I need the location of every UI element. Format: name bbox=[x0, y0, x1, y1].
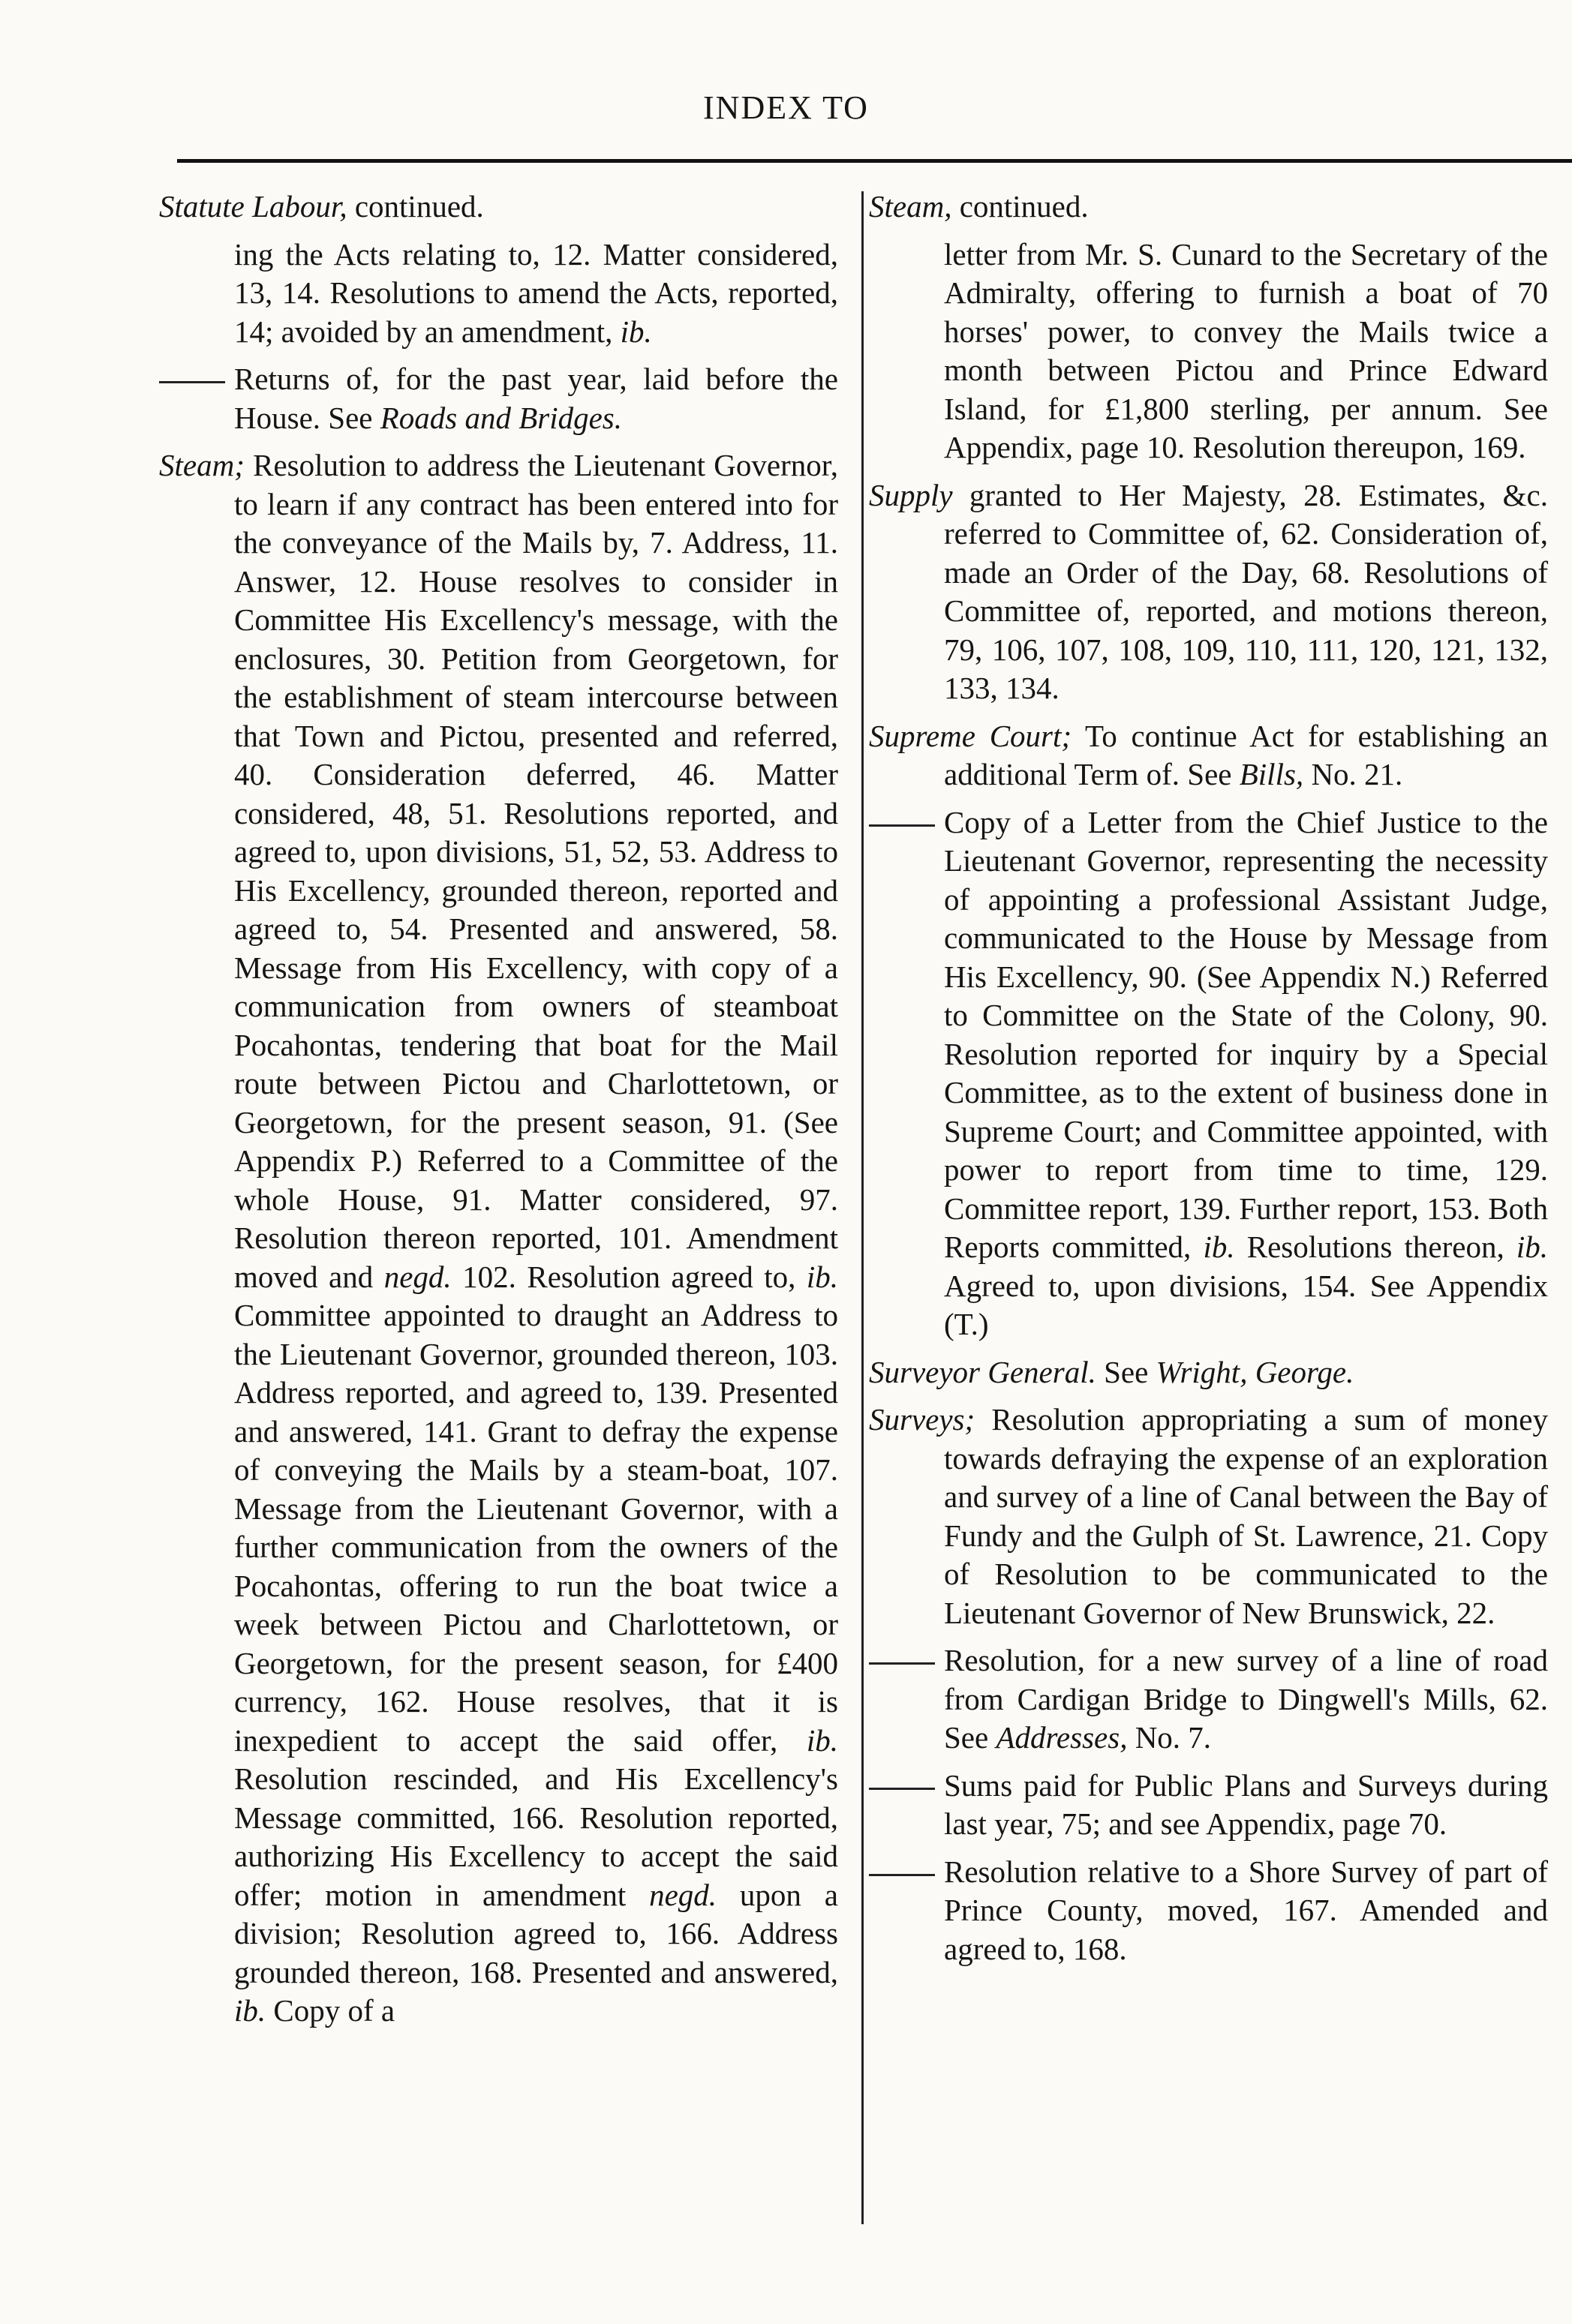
ib-ref: ib. bbox=[806, 1722, 838, 1758]
ib-ref: ib. bbox=[1516, 1230, 1548, 1264]
entry-text: 102. Resolution agreed to, bbox=[451, 1259, 807, 1294]
entry-text: Committee appointed to draught an Address to the Lieutenant Governor, grounded thereon, 103. Address reported, and agreed to, 139. Presented and answered, 141. Grant to defray the expense of conveying the Mails by a steam-boat, 107. Message from the Lieutenant Governor, with a further communication from the owners of the Pocahontas, offering to run the boat twice a week between Pictou and Charlottetown, or Georgetown, for the present season, for £400 currency, 162. House resolves, that it is inexpedient to accept the said offer, bbox=[234, 1298, 838, 1758]
dash-mark bbox=[869, 1874, 935, 1876]
subentry-returns bbox=[159, 360, 838, 437]
entry-text: letter from Mr. S. Cunard to the Secretary of the Admiralty, offering to furnish a boat of 70 horses' power, to convey the Mails twice a month between Pictou and Prince Edward Island, for £1,800 sterling, per annum. See Appendix, page 10. Resolution thereupon, 169. bbox=[944, 236, 1548, 464]
ib-ref: ib. bbox=[1203, 1230, 1235, 1264]
entry-supply bbox=[869, 476, 1548, 708]
entry-steam-continued bbox=[869, 236, 1548, 467]
entry-text: See bbox=[1096, 1354, 1156, 1389]
entry-lead: Steam; bbox=[159, 448, 245, 482]
entry-text: No. 21. bbox=[1303, 757, 1403, 791]
entry-text: Returns of, for the past year, laid before the House. See bbox=[234, 362, 838, 435]
entry-text: upon a division; Resolution agreed to, 166. Address grounded thereon, 168. Presented and answered, bbox=[234, 1877, 838, 1989]
entry-text: Resolution to address the Lieutenant Governor, to learn if any contract has been entered into for the conveyance of the Mails by, 7. Address, 11. Answer, 12. House resolves to consider in Committee His Excellency's message, with the enclosures, 30. Petition from Georgetown, for the establishment of steam intercourse between that Town and Pictou, presented and referred, 40. Consideration deferred, 46. Matter considered, 48, 51. Resolutions reported, and agreed to, upon divisions, 51, 52, 53. Address to His Excellency, grounded thereon, reported and agreed to, 54. Presented and answered, 58. Message from His Excellency, with copy of a communication from owners of steamboat Pocahontas, tendering that boat for the Mail route between Pictou and Charlottetown, or Georgetown, for the present season, 91. (See Appendix P.) Referred to a Committee of the whole House, 91. Matter considered, 97. Resolution thereon reported, 101. Amendment moved and bbox=[234, 448, 838, 1294]
entry-text: To continue Act for establishing an additional Term of. See bbox=[944, 718, 1548, 791]
left-column bbox=[159, 188, 838, 2040]
entry-text: Resolutions thereon, bbox=[1234, 1230, 1516, 1264]
dash-mark bbox=[869, 824, 935, 827]
entry-text: Resolution, for a new survey of a line of road from Cardigan Bridge to Dingwell's Mills, 62. See bbox=[944, 1643, 1548, 1755]
column-divider bbox=[861, 191, 864, 2224]
ib-ref: ib. bbox=[806, 1259, 838, 1294]
entry-lead: Steam, bbox=[869, 189, 952, 224]
negd-ref: negd. bbox=[383, 1259, 452, 1294]
entry-steam-heading bbox=[869, 188, 1548, 227]
entry-text: continued. bbox=[347, 189, 484, 224]
entry-surveyor-general bbox=[869, 1353, 1548, 1392]
see-ref: Wright, George. bbox=[1156, 1354, 1354, 1389]
entry-text: Copy of a Letter from the Chief Justice to the Lieutenant Governor, representing the necessity of appointing a professional Assistant Judge, communicated to the House by Message from His Excellency, 90. (See Appendix N.) Referred to Committee on the State of the Colony, 90. Resolution reported for inquiry by a Special Committee, as to the extent of business done in Supreme Court; and Committee appointed, with power to report from time to time, 129. Committee report, 139. Further report, 153. Both Reports committed, bbox=[944, 804, 1548, 1264]
subentry-cardigan-survey bbox=[869, 1641, 1548, 1758]
entry-supreme-court bbox=[869, 717, 1548, 794]
entry-lead: Supply bbox=[869, 477, 953, 512]
entry-text: Sums paid for Public Plans and Surveys during last year, 75; and see Appendix, page 70. bbox=[944, 1767, 1548, 1841]
entry-lead: Surveys; bbox=[869, 1402, 975, 1437]
see-ref: Roads and Bridges. bbox=[380, 400, 623, 435]
see-ref: Addresses, bbox=[996, 1720, 1128, 1755]
page-header: INDEX TO bbox=[703, 89, 869, 126]
entry-text: Resolution relative to a Shore Survey of part of Prince County, moved, 167. Amended and agreed to, 168. bbox=[944, 1854, 1548, 1966]
header-rule bbox=[177, 159, 1572, 163]
see-ref: Bills, bbox=[1239, 757, 1304, 791]
entry-statute-labour-heading bbox=[159, 188, 838, 227]
ib-ref: ib. bbox=[234, 1993, 266, 2028]
entry-statute-labour-continued bbox=[159, 236, 838, 352]
subentry-public-plans bbox=[869, 1767, 1548, 1844]
entry-lead: Surveyor General. bbox=[869, 1354, 1096, 1389]
dash-mark bbox=[869, 1662, 935, 1665]
entry-text: No. 7. bbox=[1127, 1720, 1212, 1755]
entry-text: Copy of a bbox=[266, 1993, 395, 2028]
right-column bbox=[869, 188, 1548, 1977]
entry-steam bbox=[159, 446, 838, 2031]
entry-text: Resolution rescinded, and His Excellency's Message committed, 166. Resolution reported, authorizing His Excellency to accept the said offer; motion in amendment bbox=[234, 1761, 838, 1912]
subentry-chief-justice-letter bbox=[869, 803, 1548, 1344]
entry-text: Resolution appropriating a sum of money towards defraying the expense of an exploration and survey of a line of Canal between the Bay of Fundy and the Gulph of St. Lawrence, 21. Copy of Resolution to be communicated to the Lieutenant Governor of New Brunswick, 22. bbox=[944, 1402, 1548, 1630]
entry-text: ing the Acts relating to, 12. Matter considered, 13, 14. Resolutions to amend the Acts, reported, 14; avoided by an amendment, bbox=[234, 236, 838, 349]
dash-mark bbox=[869, 1788, 935, 1790]
entry-text: continued. bbox=[951, 189, 1089, 224]
subentry-shore-survey bbox=[869, 1853, 1548, 1969]
entry-lead: Supreme Court; bbox=[869, 718, 1072, 753]
entry-surveys bbox=[869, 1401, 1548, 1632]
dash-mark bbox=[159, 381, 225, 383]
negd-ref: negd. bbox=[649, 1877, 717, 1912]
entry-lead: Statute Labour, bbox=[159, 189, 347, 224]
entry-text: Agreed to, upon divisions, 154. See Appendix (T.) bbox=[944, 1268, 1548, 1341]
ib-ref: ib. bbox=[620, 314, 652, 349]
entry-text: granted to Her Majesty, 28. Estimates, &c. referred to Committee of, 62. Consideration of, made an Order of the Day, 68. Resolutions of Committee of, reported, and motions thereon, 79, 106, 107, 108, 109, 110, 111, 120, 121, 132, 133, 134. bbox=[944, 477, 1548, 705]
